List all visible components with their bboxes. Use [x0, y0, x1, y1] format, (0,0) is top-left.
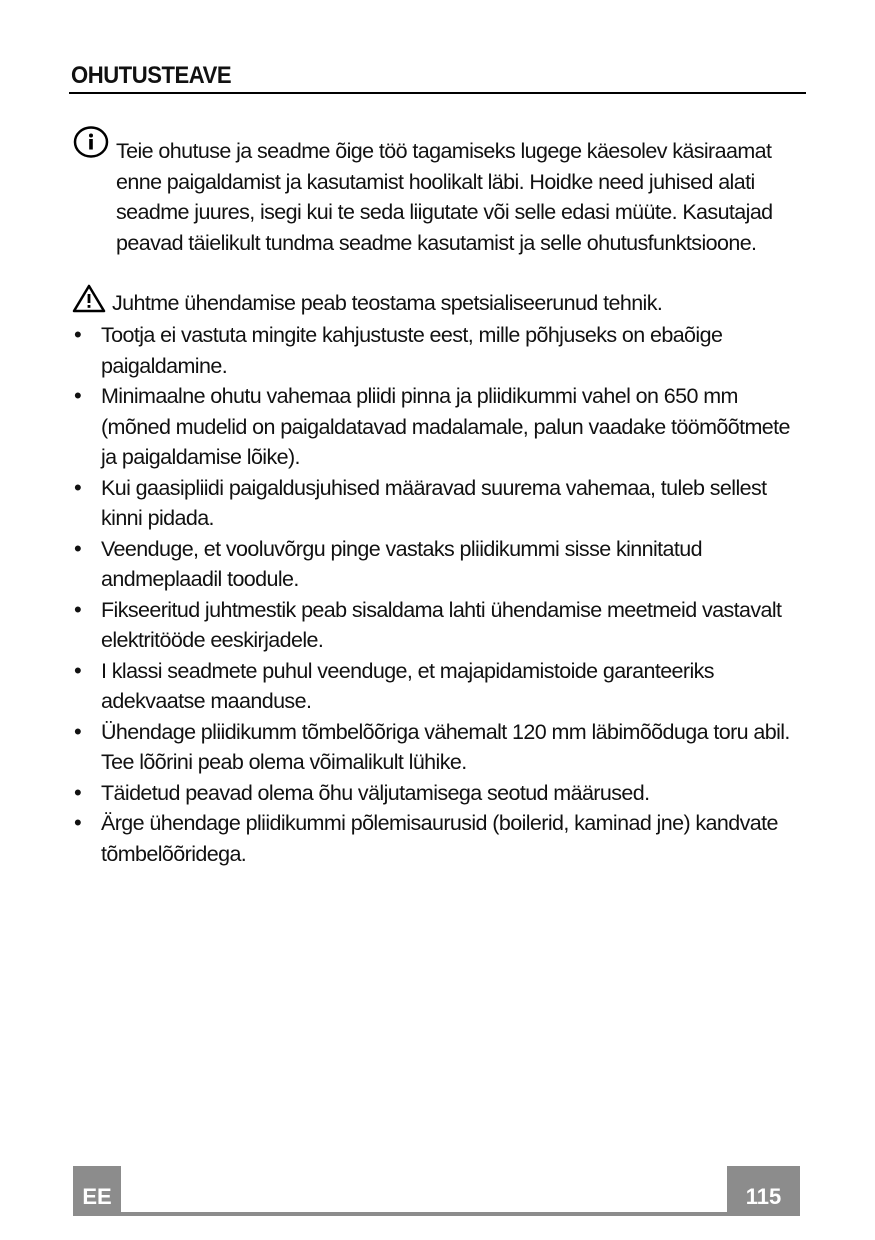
list-item-text: Kui gaasipliidi paigaldusjuhised määravad suurema vahemaa, tuleb sellest kinni pidada.: [101, 475, 767, 530]
bullet-icon: •: [74, 810, 82, 835]
list-item-text: Minimaalne ohutu vahemaa pliidi pinna ja pliidikummi vahel on 650 mm (mõned mudelid on paigaldatavad madalamale, palun vaadake töömõõtmete ja paigaldamise lõike).: [101, 384, 790, 469]
bullet-icon: •: [74, 322, 82, 347]
list-item-text: Täidetud peavad olema õhu väljutamisega seotud määrused.: [101, 780, 650, 805]
warning-icon: [72, 284, 106, 314]
bullet-icon: •: [74, 779, 82, 805]
warning-text: Juhtme ühendamise peab teostama spetsialiseerunud tehnik.: [112, 291, 663, 315]
list-item-text: Ärge ühendage pliidikummi põlemisaurusid (boilerid, kaminad jne) kandvate tõmbelõõridega.: [101, 811, 778, 866]
list-item: [70, 534, 790, 595]
list-item-text: Fikseeritud juhtmestik peab sisaldama lahti ühendamise meetmeid vastavalt elektritööde eeskirjadele.: [101, 597, 782, 652]
safety-bullet-list: [70, 320, 790, 869]
list-item-text: Ühendage pliidikumm tõmbelõõriga vähemalt 120 mm läbimõõduga toru abil. Tee lõõrini peab olema võimalikult lühike.: [101, 719, 790, 774]
bullet-icon: •: [74, 596, 82, 622]
list-item: [70, 656, 790, 717]
list-item: [70, 320, 790, 381]
bullet-icon: •: [74, 474, 82, 500]
bullet-icon: •: [74, 383, 82, 408]
list-item-text: I klassi seadmete puhul veenduge, et majapidamistoide garanteeriks adekvaatse maanduse.: [101, 658, 714, 713]
list-item: [70, 473, 790, 534]
list-item-text: Tootja ei vastuta mingite kahjustuste eest, mille põhjuseks on ebaõige paigaldamine.: [101, 323, 723, 378]
title-divider: [69, 92, 806, 94]
list-item: [70, 808, 790, 869]
list-item: [70, 595, 790, 656]
bullet-icon: •: [74, 657, 82, 683]
bullet-icon: •: [74, 718, 82, 744]
language-badge: EE: [73, 1166, 121, 1216]
page-title: OHUTUSTEAVE: [71, 62, 232, 89]
footer-divider: [73, 1212, 800, 1216]
info-icon: [73, 126, 109, 158]
list-item: [70, 778, 790, 809]
list-item-text: Veenduge, et vooluvõrgu pinge vastaks pliidikummi sisse kinnitatud andmeplaadil toodule.: [101, 536, 702, 591]
page-number: 115: [727, 1166, 800, 1216]
list-item: [70, 717, 790, 778]
bullet-icon: •: [74, 535, 82, 561]
info-text: Teie ohutuse ja seadme õige töö tagamiseks lugege käesolev käsiraamat enne paigaldamist ja kasutamist hoolikalt läbi. Hoidke need juhised alati seadme juures, isegi kui te seda liigutate või selle edasi müüte. Kasutajad peavad täielikult tundma seadme kasutamist ja selle ohutusfunktsioone.: [116, 139, 773, 255]
list-item: [70, 381, 790, 473]
